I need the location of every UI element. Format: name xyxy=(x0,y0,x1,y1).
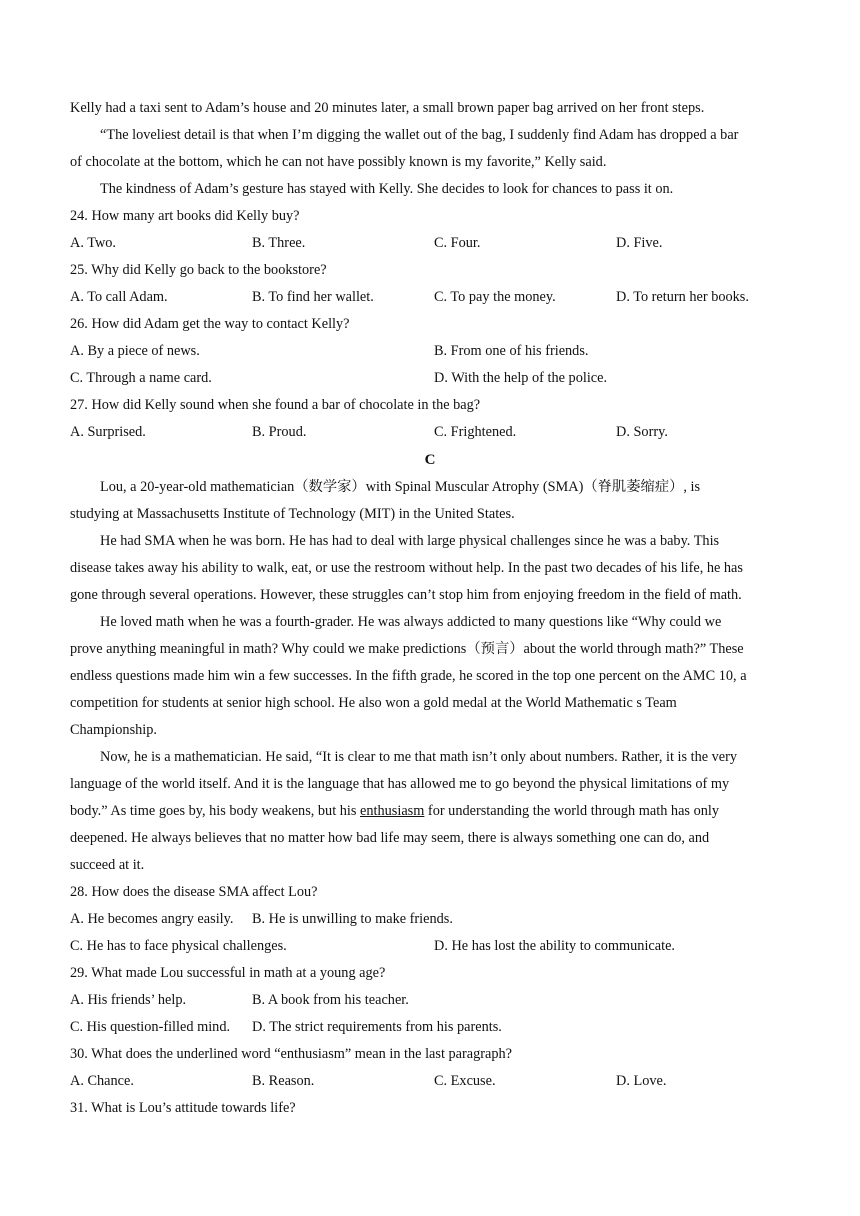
q28-option-c: C. He has to face physical challenges. xyxy=(70,938,287,954)
q29-option-a: A. His friends’ help. xyxy=(70,992,187,1008)
question-27-stem: 27. How did Kelly sound when she found a bar of chocolate in the bag? xyxy=(70,397,481,413)
question-28-stem: 28. How does the disease SMA affect Lou? xyxy=(70,884,318,900)
q27-option-d: D. Sorry. xyxy=(616,424,668,440)
q25-option-c: C. To pay the money. xyxy=(434,289,556,305)
passage-b-paragraph: “The loveliest detail is that when I’m digging the wallet out of the bag, I suddenly find Adam has dropped a bar xyxy=(100,127,739,143)
passage-c-paragraph-line: language of the world itself. And it is the language that has allowed me to go beyond the physical limitations of my xyxy=(70,776,730,792)
passage-c-paragraph-line: succeed at it. xyxy=(70,857,145,873)
section-c-heading: C xyxy=(424,452,436,468)
q30-option-a: A. Chance. xyxy=(70,1073,134,1089)
q27-option-c: C. Frightened. xyxy=(434,424,517,440)
text-segment: body.” As time goes by, his body weakens, but his xyxy=(70,803,361,819)
q26-option-a: A. By a piece of news. xyxy=(70,343,200,359)
q24-option-d: D. Five. xyxy=(616,235,663,251)
q28-option-b: B. He is unwilling to make friends. xyxy=(252,911,453,927)
passage-c-paragraph: He had SMA when he was born. He has had to deal with large physical challenges since he was a baby. This xyxy=(100,533,720,549)
passage-c-paragraph-line: deepened. He always believes that no matter how bad life may seem, there is always something one can do, and xyxy=(70,830,710,846)
q30-option-b: B. Reason. xyxy=(252,1073,315,1089)
passage-c-paragraph: Lou, a 20-year-old mathematician（数学家）with Spinal Muscular Atrophy (SMA)（脊肌萎缩症）, is xyxy=(100,479,701,495)
q29-option-c: C. His question-filled mind. xyxy=(70,1019,231,1035)
q26-option-b: B. From one of his friends. xyxy=(434,343,589,359)
passage-c-paragraph: Now, he is a mathematician. He said, “It is clear to me that math isn’t only about numbers. Rather, it is the very xyxy=(100,749,738,765)
q27-option-a: A. Surprised. xyxy=(70,424,146,440)
text-segment: for understanding the world through math has only xyxy=(424,803,719,819)
q25-option-b: B. To find her wallet. xyxy=(252,289,374,305)
q25-option-a: A. To call Adam. xyxy=(70,289,168,305)
question-24-stem: 24. How many art books did Kelly buy? xyxy=(70,208,300,224)
question-26-stem: 26. How did Adam get the way to contact Kelly? xyxy=(70,316,350,332)
passage-c-paragraph-line: studying at Massachusetts Institute of Technology (MIT) in the United States. xyxy=(70,506,515,522)
q26-option-c: C. Through a name card. xyxy=(70,370,212,386)
question-30-stem: 30. What does the underlined word “enthusiasm” mean in the last paragraph? xyxy=(70,1046,513,1062)
q27-option-b: B. Proud. xyxy=(252,424,307,440)
q30-option-d: D. Love. xyxy=(616,1073,667,1089)
q24-option-b: B. Three. xyxy=(252,235,306,251)
q26-option-d: D. With the help of the police. xyxy=(434,370,608,386)
q28-option-a: A. He becomes angry easily. xyxy=(70,911,234,927)
q30-option-c: C. Excuse. xyxy=(434,1073,496,1089)
passage-b-paragraph-line: of chocolate at the bottom, which he can not have possibly known is my favorite,” Kelly said. xyxy=(70,154,607,170)
passage-c-paragraph-line: prove anything meaningful in math? Why could we make predictions（预言）about the world through math?” These xyxy=(70,641,744,657)
question-31-stem: 31. What is Lou’s attitude towards life? xyxy=(70,1100,296,1116)
passage-c-paragraph-line: gone through several operations. However, these struggles can’t stop him from enjoying freedom in the field of math. xyxy=(70,587,742,603)
passage-c-paragraph-line: competition for students at senior high school. He also won a gold medal at the World Mathematic s Team xyxy=(70,695,677,711)
passage-c-paragraph-line: endless questions made him win a few successes. In the fifth grade, he scored in the top one percent on the AMC 10, a xyxy=(70,668,747,684)
passage-c-paragraph-line: Championship. xyxy=(70,722,157,738)
question-25-stem: 25. Why did Kelly go back to the bookstore? xyxy=(70,262,327,278)
q24-option-c: C. Four. xyxy=(434,235,481,251)
passage-c-paragraph-line: disease takes away his ability to walk, eat, or use the restroom without help. In the past two decades of his life, he has xyxy=(70,560,743,576)
q29-option-d: D. The strict requirements from his parents. xyxy=(252,1019,502,1035)
question-29-stem: 29. What made Lou successful in math at a young age? xyxy=(70,965,386,981)
q25-option-d: D. To return her books. xyxy=(616,289,749,305)
passage-b-paragraph: Kelly had a taxi sent to Adam’s house and 20 minutes later, a small brown paper bag arrived on her front steps. xyxy=(70,100,705,116)
underlined-word-enthusiasm: enthusiasm xyxy=(360,803,425,819)
passage-c-paragraph: He loved math when he was a fourth-grader. He was always addicted to many questions like “Why could we xyxy=(100,614,722,630)
passage-b-paragraph: The kindness of Adam’s gesture has stayed with Kelly. She decides to look for chances to pass it on. xyxy=(100,181,674,197)
q29-option-b: B. A book from his teacher. xyxy=(252,992,409,1008)
q28-option-d: D. He has lost the ability to communicate. xyxy=(434,938,676,954)
q24-option-a: A. Two. xyxy=(70,235,116,251)
passage-c-paragraph-line xyxy=(70,801,719,821)
